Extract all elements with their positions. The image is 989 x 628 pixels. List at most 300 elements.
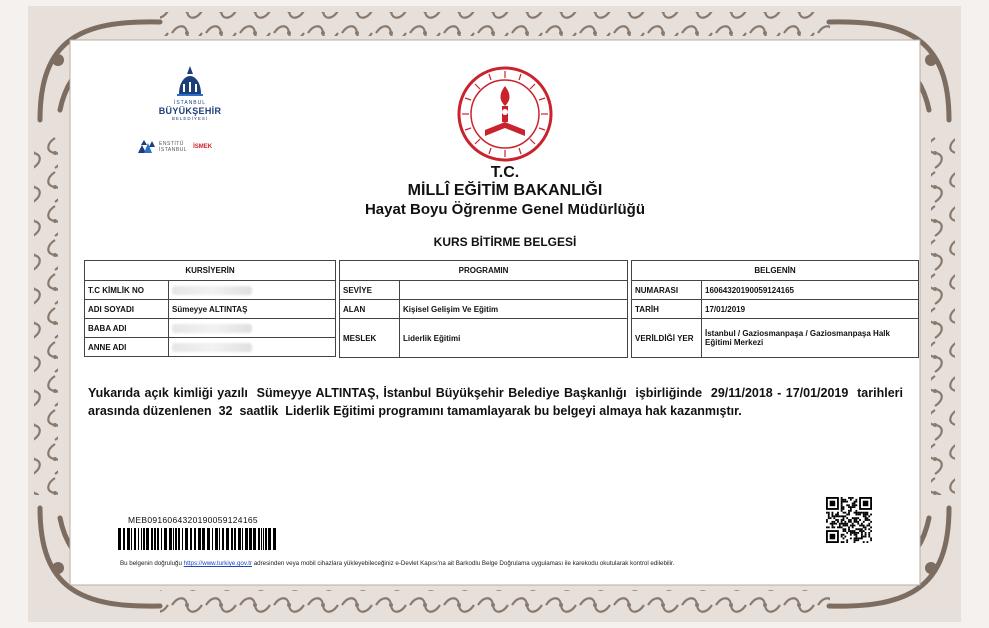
profession-value: Liderlik Eğitimi [400, 319, 628, 358]
qr-module [839, 526, 841, 528]
qr-module [843, 519, 845, 521]
qr-module [854, 534, 856, 536]
qr-module [865, 517, 867, 519]
qr-module [861, 512, 863, 514]
qr-module [852, 497, 854, 499]
qr-module [837, 512, 839, 514]
qr-module [852, 523, 854, 525]
qr-module [855, 510, 857, 512]
barcode-bar [212, 528, 213, 550]
qr-module [870, 537, 872, 539]
ibb-logo [150, 64, 230, 134]
qr-module [870, 530, 872, 532]
qr-module [859, 530, 861, 532]
qr-module [841, 534, 843, 536]
program-table-heading: PROGRAMIN [340, 261, 628, 281]
barcode-bar [164, 528, 167, 550]
qr-module [848, 506, 850, 508]
enstitu-line2: İSTANBUL [159, 147, 188, 153]
qr-module [833, 521, 835, 523]
qr-module [841, 519, 843, 521]
qr-module [857, 537, 859, 539]
qr-module [854, 503, 856, 505]
qr-module [854, 512, 856, 514]
qr-module [844, 530, 846, 532]
qr-module [854, 537, 856, 539]
qr-module [846, 541, 848, 543]
barcode-bar [157, 528, 159, 550]
qr-module [855, 501, 857, 503]
qr-module [843, 499, 845, 501]
qr-module [861, 534, 863, 536]
barcode-bar [182, 528, 183, 550]
qr-module [832, 525, 834, 527]
qr-module [852, 530, 854, 532]
qr-module [833, 515, 835, 517]
qr-module [868, 515, 870, 517]
qr-module [866, 517, 868, 519]
qr-module [854, 532, 856, 534]
mother-name-label: ANNE ADI [85, 338, 169, 357]
qr-module [844, 536, 846, 538]
qr-module [841, 508, 843, 510]
qr-module [843, 517, 845, 519]
qr-module [848, 526, 850, 528]
issued-place-label: VERİLDİĞİ YER [632, 319, 702, 358]
qr-module [865, 519, 867, 521]
table-row [340, 300, 628, 319]
qr-module [837, 514, 839, 516]
qr-module [870, 526, 872, 528]
barcode-bar [161, 528, 162, 550]
qr-module [855, 537, 857, 539]
qr-module [857, 521, 859, 523]
qr-module [866, 525, 868, 527]
certificate-info-table [631, 260, 919, 358]
qr-module [859, 519, 861, 521]
title-ministry: MİLLÎ EĞİTİM BAKANLIĞI [407, 182, 603, 199]
qr-module [859, 512, 861, 514]
qr-module [844, 523, 846, 525]
qr-module [855, 521, 857, 523]
qr-module [854, 525, 856, 527]
qr-code-icon [826, 497, 872, 543]
barcode-bar [215, 528, 218, 550]
qr-module [843, 515, 845, 517]
qr-module [839, 515, 841, 517]
qr-module [854, 501, 856, 503]
qr-module [841, 515, 843, 517]
tc-id-value [169, 281, 336, 300]
qr-module [846, 532, 848, 534]
qr-module [841, 521, 843, 523]
qr-module [835, 514, 837, 516]
qr-module [850, 534, 852, 536]
date-value: 17/01/2019 [702, 300, 919, 319]
qr-module [844, 521, 846, 523]
qr-module [835, 515, 837, 517]
table-row [85, 319, 336, 338]
number-value: 16064320190059124165 [702, 281, 919, 300]
qr-module [854, 539, 856, 541]
title-tc: T.C. [490, 164, 520, 181]
qr-module [832, 521, 834, 523]
barcode-bar [175, 528, 177, 550]
table-row [340, 281, 628, 300]
qr-module [833, 523, 835, 525]
qr-module [863, 525, 865, 527]
qr-module [861, 532, 863, 534]
number-label: NUMARASI [632, 281, 702, 300]
qr-module [866, 512, 868, 514]
barcode-bar [141, 528, 142, 550]
qr-module [846, 517, 848, 519]
qr-module [857, 514, 859, 516]
qr-module [854, 541, 856, 543]
qr-module [830, 517, 832, 519]
qr-module [841, 523, 843, 525]
qr-module [852, 532, 854, 534]
qr-module [852, 525, 854, 527]
qr-module [865, 526, 867, 528]
qr-module [832, 515, 834, 517]
qr-module [868, 519, 870, 521]
qr-module [855, 532, 857, 534]
qr-module [852, 504, 854, 506]
qr-module [841, 503, 843, 505]
barcode-bar [219, 528, 220, 550]
father-name-value [169, 319, 336, 338]
qr-module [841, 504, 843, 506]
qr-module [854, 530, 856, 532]
qr-module [861, 537, 863, 539]
qr-module [833, 526, 835, 528]
qr-module [855, 517, 857, 519]
qr-module [830, 534, 836, 540]
qr-module [855, 534, 857, 536]
qr-module [846, 539, 848, 541]
qr-module [826, 519, 828, 521]
qr-module [865, 515, 867, 517]
qr-module [870, 539, 872, 541]
qr-module [846, 523, 848, 525]
barcode-bar [234, 528, 236, 550]
barcode-bar [273, 528, 276, 550]
qr-module [843, 530, 845, 532]
trainee-table-heading: KURSİYERİN [85, 261, 336, 281]
trainee-table [84, 260, 336, 357]
qr-module [832, 514, 834, 516]
qr-module [828, 517, 830, 519]
barcode-bar [131, 528, 132, 550]
qr-module [855, 519, 857, 521]
qr-module [868, 536, 870, 538]
certificate-body-text [88, 384, 907, 420]
body-paragraph: Yukarıda açık kimliği yazılı Sümeyye ALTINTAŞ, İstanbul Büyükşehir Belediye Başkanlığı işbirliğinde 29/11/2018 - 17/01/2019 tarihleri arasında düzenlenen 32 saatlik Liderlik Eğitimi programını tamamlayarak bu belgeyi almaya hak kazanmıştır. [88, 386, 907, 418]
qr-module [843, 528, 845, 530]
ibb-line3: BELEDİYESİ [171, 116, 209, 121]
table-row [85, 281, 336, 300]
barcode-bar [253, 528, 256, 550]
qr-module [850, 537, 852, 539]
qr-module [852, 506, 854, 508]
qr-module [859, 525, 861, 527]
qr-module [852, 517, 854, 519]
meb-seal-icon [455, 64, 555, 164]
qr-module [861, 523, 863, 525]
qr-module [826, 521, 828, 523]
qr-module [868, 534, 870, 536]
qr-module [843, 506, 845, 508]
father-name-label: BABA ADI [85, 319, 169, 338]
qr-module [861, 530, 863, 532]
qr-module [848, 530, 850, 532]
name-value: Sümeyye ALTINTAŞ [169, 300, 336, 319]
qr-module [854, 504, 856, 506]
qr-module [868, 532, 870, 534]
barcode-bar [173, 528, 174, 550]
qr-module [843, 541, 845, 543]
qr-module [830, 501, 836, 507]
issued-place-value: İstanbul / Gaziosmanpaşa / Gaziosmanpaşa Halk Eğitimi Merkezi [702, 319, 919, 358]
barcode-bar [245, 528, 248, 550]
qr-module [844, 501, 846, 503]
qr-module [832, 523, 834, 525]
qr-module [865, 512, 867, 514]
qr-module [850, 521, 852, 523]
qr-module [866, 519, 868, 521]
barcode-bar [202, 528, 205, 550]
qr-module [848, 519, 850, 521]
title-block [250, 164, 760, 219]
qr-module [835, 523, 837, 525]
qr-module [850, 519, 852, 521]
barcode-bar [190, 528, 192, 550]
barcode-bar [178, 528, 180, 550]
qr-module [846, 525, 848, 527]
qr-module [855, 504, 857, 506]
qr-module [855, 499, 857, 501]
qr-module [850, 497, 852, 499]
barcode-bar [143, 528, 145, 550]
qr-module [866, 514, 868, 516]
barcode-bar [231, 528, 233, 550]
qr-module [854, 519, 856, 521]
enstitu-line1: ENSTİTÜ [159, 141, 184, 147]
barcode-bar [154, 528, 156, 550]
certificate-title: KURS BİTİRME BELGESİ [433, 235, 577, 249]
qr-module [865, 514, 867, 516]
qr-module [828, 526, 830, 528]
qr-module [841, 501, 843, 503]
qr-module [848, 521, 850, 523]
footer-prefix: Bu belgenin doğruluğu [120, 560, 184, 567]
redacted-block [172, 324, 252, 333]
qr-module [848, 514, 850, 516]
barcode-bar [263, 528, 264, 550]
level-label: SEVİYE [340, 281, 400, 300]
qr-module [863, 512, 865, 514]
qr-module [870, 521, 872, 523]
date-label: TARİH [632, 300, 702, 319]
qr-module [828, 512, 830, 514]
qr-module [855, 528, 857, 530]
qr-module [850, 525, 852, 527]
table-row [632, 281, 919, 300]
name-label: ADI SOYADI [85, 300, 169, 319]
qr-module [854, 517, 856, 519]
qr-module [844, 525, 846, 527]
barcode-bar [258, 528, 260, 550]
qr-module [859, 537, 861, 539]
qr-module [843, 525, 845, 527]
qr-module [865, 536, 867, 538]
turkiye-gov-link[interactable]: https://www.turkiye.gov.tr [183, 560, 252, 567]
qr-module [863, 521, 865, 523]
qr-module [852, 503, 854, 505]
qr-module [832, 512, 834, 514]
qr-module [857, 523, 859, 525]
qr-module [832, 526, 834, 528]
qr-module [861, 528, 863, 530]
qr-module [863, 526, 865, 528]
ibb-emblem-icon [173, 64, 207, 98]
qr-module [843, 501, 845, 503]
barcode-bar [238, 528, 241, 550]
field-value: Kişisel Gelişim Ve Eğitim [400, 300, 628, 319]
qr-module [841, 497, 843, 499]
level-value [400, 281, 628, 300]
qr-module [855, 512, 857, 514]
barcode-bar [151, 528, 153, 550]
barcode-bar [194, 528, 196, 550]
table-row [340, 319, 628, 358]
qr-module [844, 499, 846, 501]
enstitu-triangles-icon [136, 139, 156, 155]
qr-module [865, 534, 867, 536]
barcode-bar [222, 528, 224, 550]
qr-module [850, 510, 852, 512]
barcode-bar [134, 528, 136, 550]
barcode-bar [198, 528, 201, 550]
qr-module [863, 536, 865, 538]
qr-module [841, 510, 843, 512]
qr-module [843, 537, 845, 539]
qr-module [857, 532, 859, 534]
barcode-bar [146, 528, 149, 550]
tc-id-label: T.C KİMLİK NO [85, 281, 169, 300]
table-row [85, 338, 336, 357]
qr-module [861, 536, 863, 538]
enstitu-ismek-logo [136, 136, 236, 158]
qr-module [837, 521, 839, 523]
redacted-block [172, 286, 252, 295]
qr-module [843, 508, 845, 510]
ibb-line1: İSTANBUL [173, 100, 207, 106]
ismek-logo-text: İSMEK [193, 144, 213, 150]
qr-module [855, 539, 857, 541]
certificate-info-heading: BELGENİN [632, 261, 919, 281]
ibb-line2: BÜYÜKŞEHİR [158, 106, 222, 116]
qr-module [844, 512, 846, 514]
barcode-bar [127, 528, 130, 550]
qr-module [868, 525, 870, 527]
table-row [85, 300, 336, 319]
barcode-bar [123, 528, 125, 550]
qr-module [863, 541, 865, 543]
qr-module [861, 525, 863, 527]
qr-module [846, 501, 848, 503]
qr-module [843, 534, 845, 536]
barcode-bar [242, 528, 243, 550]
profession-label: MESLEK [340, 319, 400, 358]
qr-module [841, 536, 843, 538]
barcode-bar [185, 528, 188, 550]
qr-module [846, 514, 848, 516]
barcode-bar [207, 528, 210, 550]
qr-module [850, 499, 852, 501]
qr-module [837, 519, 839, 521]
qr-module [865, 528, 867, 530]
barcode-icon [118, 528, 276, 550]
qr-module [857, 528, 859, 530]
qr-module [835, 519, 837, 521]
verification-footer [120, 560, 880, 567]
qr-module [839, 523, 841, 525]
qr-module [841, 506, 843, 508]
qr-module [850, 506, 852, 508]
qr-module [846, 504, 848, 506]
table-row [632, 300, 919, 319]
qr-module [857, 512, 859, 514]
qr-module [857, 517, 859, 519]
qr-module [855, 536, 857, 538]
qr-module [863, 514, 865, 516]
qr-module [844, 528, 846, 530]
qr-module [848, 497, 850, 499]
qr-module [868, 528, 870, 530]
qr-module [848, 528, 850, 530]
footer-suffix: adresinden veya mobil cihazlara yükleyebileceğiniz e-Devlet Kapısı'na ait Barkodlu Belge Doğrulama uygulaması ile karekodu okutularak kontrol edilebilir. [253, 560, 675, 567]
qr-module [866, 541, 868, 543]
qr-module [848, 512, 850, 514]
qr-module [850, 530, 852, 532]
qr-module [841, 541, 843, 543]
barcode-bar [268, 528, 271, 550]
qr-module [859, 514, 861, 516]
qr-module [826, 526, 828, 528]
qr-module [837, 515, 839, 517]
qr-module [863, 515, 865, 517]
qr-module [865, 532, 867, 534]
qr-module [843, 512, 845, 514]
qr-module [863, 501, 869, 507]
qr-module [859, 528, 861, 530]
barcode-bar [138, 528, 139, 550]
barcode-number: MEB0916064320190059124165 [128, 515, 258, 525]
qr-module [870, 514, 872, 516]
qr-module [830, 523, 832, 525]
barcode-bar [249, 528, 252, 550]
qr-module [857, 539, 859, 541]
table-row [632, 319, 919, 358]
qr-module [848, 510, 850, 512]
qr-module [841, 526, 843, 528]
program-table [339, 260, 628, 358]
qr-module [848, 504, 850, 506]
qr-module [863, 530, 865, 532]
qr-module [833, 517, 835, 519]
